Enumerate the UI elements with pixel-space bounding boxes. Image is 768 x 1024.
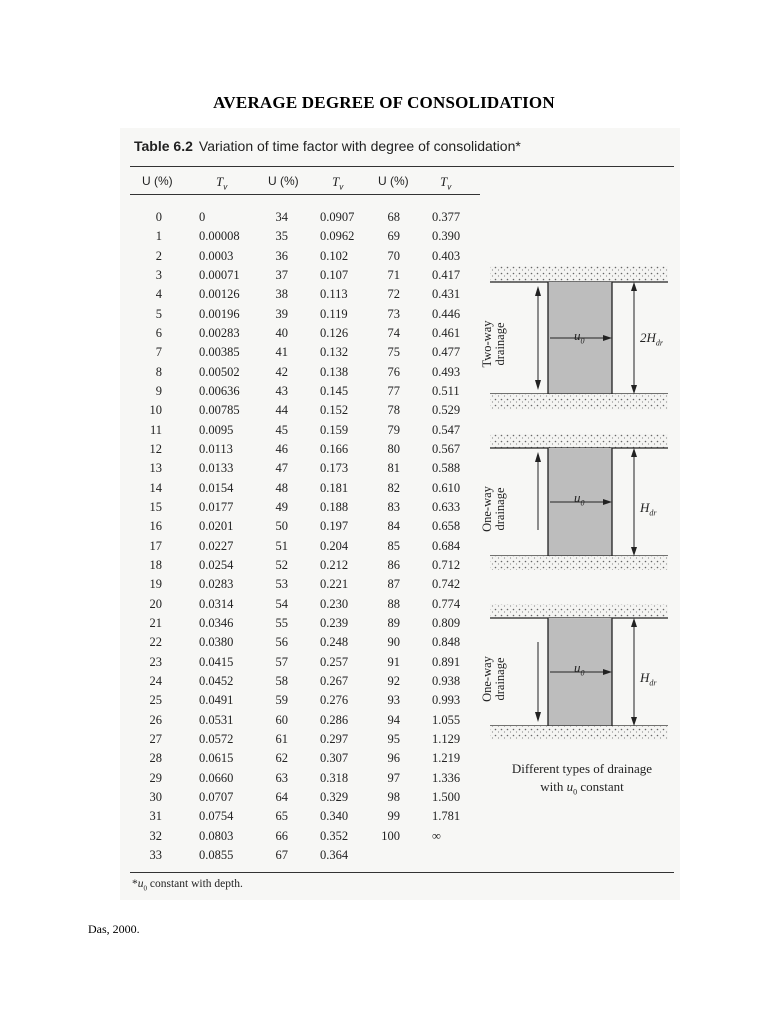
cell-t: 0.588 (432, 461, 461, 476)
cell-u: 54 (275, 596, 288, 611)
cell-u: 94 (387, 712, 400, 727)
cell-t: 0.159 (320, 422, 349, 437)
cell-t: 0.0491 (199, 693, 234, 708)
cell-t: 0.809 (432, 615, 461, 630)
cell-u: 90 (387, 635, 400, 650)
cell-t: 0.0803 (199, 828, 234, 843)
cell-u: 89 (387, 615, 400, 630)
cell-t: 0.286 (320, 712, 349, 727)
cell-u: 57 (275, 654, 288, 669)
cell-t: 0.774 (432, 596, 461, 611)
cell-u: 100 (381, 828, 400, 843)
cell-t: 0.00071 (199, 267, 240, 282)
cell-t: 0.742 (432, 577, 461, 592)
cell-u: 61 (275, 731, 288, 746)
cell-u: 5 (155, 306, 162, 321)
cell-u: 51 (275, 538, 288, 553)
cell-u: 77 (387, 383, 400, 398)
cell-t: 0.547 (432, 422, 461, 437)
diagram-caption-line-2: with $u_0$ constant (540, 779, 624, 797)
cell-t: 0.0531 (199, 712, 234, 727)
bottom-sand-layer-3 (490, 726, 668, 740)
cell-u: 60 (275, 712, 288, 727)
cell-t: 0.221 (320, 577, 349, 592)
cell-t: 0.0855 (199, 847, 234, 862)
cell-u: 13 (149, 461, 162, 476)
cell-t: 0.00636 (199, 383, 240, 398)
cell-t: 0.107 (320, 267, 349, 282)
cell-u: 49 (275, 499, 288, 514)
cell-t: 0.0201 (199, 519, 234, 534)
cell-t: 0.0615 (199, 751, 234, 766)
cell-t: 1.500 (432, 789, 461, 804)
cell-u: 11 (149, 422, 162, 437)
cell-u: 75 (387, 345, 400, 360)
cell-u: 12 (149, 441, 162, 456)
diagram-2-drainage-label: One-way drainage (480, 486, 507, 532)
cell-u: 96 (387, 751, 400, 766)
cell-t: 0.257 (320, 654, 349, 669)
cell-u: 98 (387, 789, 400, 804)
cell-u: 64 (275, 789, 288, 804)
column-t-2 (320, 208, 354, 865)
cell-t: 0.377 (432, 210, 461, 224)
cell-u: 40 (275, 325, 288, 340)
column-u-1 (134, 208, 162, 865)
cell-t: 1.219 (432, 751, 461, 766)
cell-u: 79 (387, 422, 400, 437)
cell-u: 65 (275, 809, 288, 824)
cell-u: 58 (275, 673, 288, 688)
cell-u: 1 (155, 229, 162, 244)
cell-t: 0.511 (432, 383, 460, 398)
cell-u: 55 (275, 615, 288, 630)
cell-t: 0.431 (432, 287, 461, 302)
top-sand-layer-3 (490, 604, 668, 618)
cell-t: 0.126 (320, 325, 349, 340)
cell-u: 17 (149, 538, 162, 553)
top-sand-layer-1 (490, 266, 668, 282)
cell-t: 0.267 (320, 673, 349, 688)
cell-u: 93 (387, 693, 400, 708)
cell-t: 0.166 (320, 441, 349, 456)
column-t-3 (432, 208, 460, 846)
cell-t: 0.493 (432, 364, 461, 379)
cell-t: 0.0415 (199, 654, 234, 669)
cell-t: 0.0095 (199, 422, 234, 437)
cell-u: 44 (275, 403, 288, 418)
cell-t: 0.239 (320, 615, 349, 630)
bottom-sand-layer-2 (490, 556, 668, 570)
cell-u: 36 (275, 248, 288, 263)
source-citation: Das, 2000. (88, 922, 140, 936)
cell-u: 87 (387, 577, 400, 592)
cell-u: 91 (387, 654, 400, 669)
diagram-1-pressure-label: $u_0$ (574, 328, 585, 346)
header-top-rule (130, 166, 674, 167)
cell-u: 30 (149, 789, 162, 804)
cell-u: 80 (387, 441, 400, 456)
cell-t: 0.00785 (199, 403, 240, 418)
cell-u: 99 (387, 809, 400, 824)
cell-u: 3 (155, 267, 162, 282)
diagram-2-pressure-label: $u_0$ (574, 490, 585, 508)
diagram-caption-line-1: Different types of drainage (511, 761, 653, 776)
diagram-1-drainage-label: Two-way drainage (480, 320, 507, 368)
cell-u: 23 (149, 654, 162, 669)
cell-t: 0.993 (432, 693, 461, 708)
diagram-2-thickness-label: $H_{dr}$ (640, 500, 657, 518)
cell-u: 38 (275, 287, 288, 302)
cell-t: 0.0003 (199, 248, 234, 263)
cell-t: 0.00008 (199, 229, 240, 244)
cell-u: 19 (149, 577, 162, 592)
cell-t: 0.417 (432, 267, 461, 282)
cell-u: 29 (149, 770, 162, 785)
cell-u: 63 (275, 770, 288, 785)
cell-u: 82 (387, 480, 400, 495)
cell-t: 0.0154 (199, 480, 234, 495)
cell-t: 0.446 (432, 306, 461, 321)
cell-t: 0.119 (320, 306, 348, 321)
cell-t: 0.0380 (199, 635, 234, 650)
cell-u: 88 (387, 596, 400, 611)
cell-t: 0.0346 (199, 615, 234, 630)
cell-u: 45 (275, 422, 288, 437)
cell-t: 0.297 (320, 731, 349, 746)
column-u-3 (368, 208, 400, 846)
cell-u: 52 (275, 557, 288, 572)
cell-u: 14 (149, 480, 162, 495)
cell-u: 81 (387, 461, 400, 476)
cell-t: 0.181 (320, 480, 349, 495)
cell-u: 97 (387, 770, 400, 785)
cell-u: 39 (275, 306, 288, 321)
cell-t: 0.00502 (199, 364, 240, 379)
cell-t: 0.102 (320, 248, 349, 263)
column-t-1 (199, 208, 240, 865)
cell-t: 0.0283 (199, 577, 234, 592)
cell-u: 22 (149, 635, 162, 650)
header-t-2: $T_v$ (332, 174, 344, 192)
cell-t: 0.248 (320, 635, 349, 650)
cell-t: 0.188 (320, 499, 349, 514)
cell-t: 0.276 (320, 693, 349, 708)
scanned-table-figure (120, 128, 680, 900)
cell-t: 0.712 (432, 557, 461, 572)
cell-u: 34 (275, 210, 288, 224)
cell-t: 0.113 (320, 287, 348, 302)
top-sand-layer-2 (490, 434, 668, 448)
cell-t: 0.212 (320, 557, 349, 572)
cell-t: 0.0452 (199, 673, 234, 688)
cell-t: 0.938 (432, 673, 461, 688)
cell-u: 42 (275, 364, 288, 379)
cell-t: 0.610 (432, 480, 461, 495)
cell-t: 0.0133 (199, 461, 234, 476)
cell-u: 62 (275, 751, 288, 766)
cell-u: 76 (387, 364, 400, 379)
cell-t: 0.132 (320, 345, 349, 360)
diagram-caption (492, 760, 672, 802)
cell-u: 18 (149, 557, 162, 572)
cell-u: 70 (387, 248, 400, 263)
cell-t: 0.633 (432, 499, 461, 514)
header-u-3: U (%) (378, 174, 409, 188)
cell-t: 0.00196 (199, 306, 240, 321)
cell-t: 1.129 (432, 731, 461, 746)
diagram-3-drainage-label: One-way drainage (480, 656, 507, 702)
cell-t: 0.00283 (199, 325, 240, 340)
cell-t: 0.173 (320, 461, 349, 476)
cell-t: 1.781 (432, 809, 461, 824)
header-t-3: $T_v$ (440, 174, 452, 192)
cell-u: 72 (387, 287, 400, 302)
cell-t: 0.0572 (199, 731, 234, 746)
cell-u: 25 (149, 693, 162, 708)
cell-u: 48 (275, 480, 288, 495)
diagram-3-pressure-label: $u_0$ (574, 660, 585, 678)
cell-u: 85 (387, 538, 400, 553)
diagram-1-thickness-label: $2H_{dr}$ (640, 330, 664, 348)
table-footnote: $*u_0$ constant with depth. (132, 878, 243, 893)
cell-u: 31 (149, 809, 162, 824)
cell-t: 0.152 (320, 403, 349, 418)
cell-u: 9 (155, 383, 162, 398)
cell-u: 28 (149, 751, 162, 766)
bottom-sand-layer-1 (490, 394, 668, 410)
cell-t: 0.891 (432, 654, 461, 669)
cell-u: 43 (275, 383, 288, 398)
cell-u: 67 (275, 847, 288, 862)
table-bottom-rule (130, 872, 674, 873)
cell-t: 0.684 (432, 538, 461, 553)
cell-t: 0.848 (432, 635, 461, 650)
cell-t: 0.0660 (199, 770, 234, 785)
cell-t: 0.0314 (199, 596, 234, 611)
cell-u: 32 (149, 828, 162, 843)
cell-t: 0.0254 (199, 557, 234, 572)
cell-t: 0.658 (432, 519, 461, 534)
cell-u: 20 (149, 596, 162, 611)
cell-u: 21 (149, 615, 162, 630)
cell-t: 0 (199, 210, 206, 224)
header-u-1: U (%) (142, 174, 173, 188)
cell-u: 78 (387, 403, 400, 418)
cell-t: 0.477 (432, 345, 461, 360)
cell-t: 0.197 (320, 519, 349, 534)
cell-t: 0.204 (320, 538, 349, 553)
table-caption (134, 138, 521, 154)
diagram-3-thickness-label: $H_{dr}$ (640, 670, 657, 688)
cell-u: 69 (387, 229, 400, 244)
cell-t: 0.318 (320, 770, 349, 785)
cell-t: 0.00126 (199, 287, 240, 302)
cell-u: 10 (149, 403, 162, 418)
cell-u: 59 (275, 693, 288, 708)
cell-u: 6 (155, 325, 162, 340)
cell-t: 0.390 (432, 229, 461, 244)
cell-u: 73 (387, 306, 400, 321)
cell-t: 0.352 (320, 828, 349, 843)
cell-t: 0.0707 (199, 789, 234, 804)
cell-t: 0.00385 (199, 345, 240, 360)
cell-u: 41 (275, 345, 288, 360)
cell-t: 1.336 (432, 770, 461, 785)
header-u-2: U (%) (268, 174, 299, 188)
cell-u: 2 (155, 248, 162, 263)
cell-u: 95 (387, 731, 400, 746)
cell-t: 0.0113 (199, 441, 233, 456)
cell-t: 0.0907 (320, 210, 355, 224)
cell-u: 50 (275, 519, 288, 534)
cell-t: 0.0227 (199, 538, 234, 553)
cell-t: 0.567 (432, 441, 461, 456)
cell-t: 0.307 (320, 751, 349, 766)
cell-u: 8 (155, 364, 162, 379)
cell-t: 0.145 (320, 383, 349, 398)
cell-u: 71 (387, 267, 400, 282)
cell-t: 0.364 (320, 847, 349, 862)
cell-u: 46 (275, 441, 288, 456)
header-t-1: $T_v$ (216, 174, 228, 192)
cell-u: 16 (149, 519, 162, 534)
cell-u: 56 (275, 635, 288, 650)
page-title: AVERAGE DEGREE OF CONSOLIDATION (213, 93, 555, 112)
cell-u: 84 (387, 519, 400, 534)
cell-u: 47 (275, 461, 288, 476)
table-caption-label: Table 6.2 (134, 138, 193, 154)
cell-t: ∞ (432, 828, 441, 843)
cell-u: 15 (149, 499, 162, 514)
table-caption-text: Variation of time factor with degree of consolidation* (198, 138, 521, 154)
cell-u: 0 (155, 210, 162, 224)
cell-u: 74 (387, 325, 400, 340)
cell-u: 24 (149, 673, 162, 688)
cell-t: 0.461 (432, 325, 461, 340)
cell-u: 66 (275, 828, 288, 843)
column-u-2 (258, 208, 288, 865)
cell-u: 26 (149, 712, 162, 727)
cell-t: 0.0177 (199, 499, 234, 514)
cell-t: 0.329 (320, 789, 349, 804)
cell-u: 86 (387, 557, 400, 572)
cell-t: 0.0754 (199, 809, 234, 824)
cell-u: 53 (275, 577, 288, 592)
cell-u: 68 (387, 210, 400, 224)
cell-u: 83 (387, 499, 400, 514)
cell-t: 0.529 (432, 403, 461, 418)
cell-u: 33 (149, 847, 162, 862)
cell-t: 0.403 (432, 248, 461, 263)
cell-u: 4 (155, 287, 162, 302)
cell-u: 37 (275, 267, 288, 282)
cell-t: 0.340 (320, 809, 349, 824)
header-bottom-rule (130, 194, 480, 195)
cell-t: 1.055 (432, 712, 461, 727)
cell-t: 0.230 (320, 596, 349, 611)
cell-u: 7 (155, 345, 162, 360)
cell-u: 35 (275, 229, 288, 244)
cell-u: 92 (387, 673, 400, 688)
cell-t: 0.0962 (320, 229, 355, 244)
cell-t: 0.138 (320, 364, 349, 379)
cell-u: 27 (149, 731, 162, 746)
